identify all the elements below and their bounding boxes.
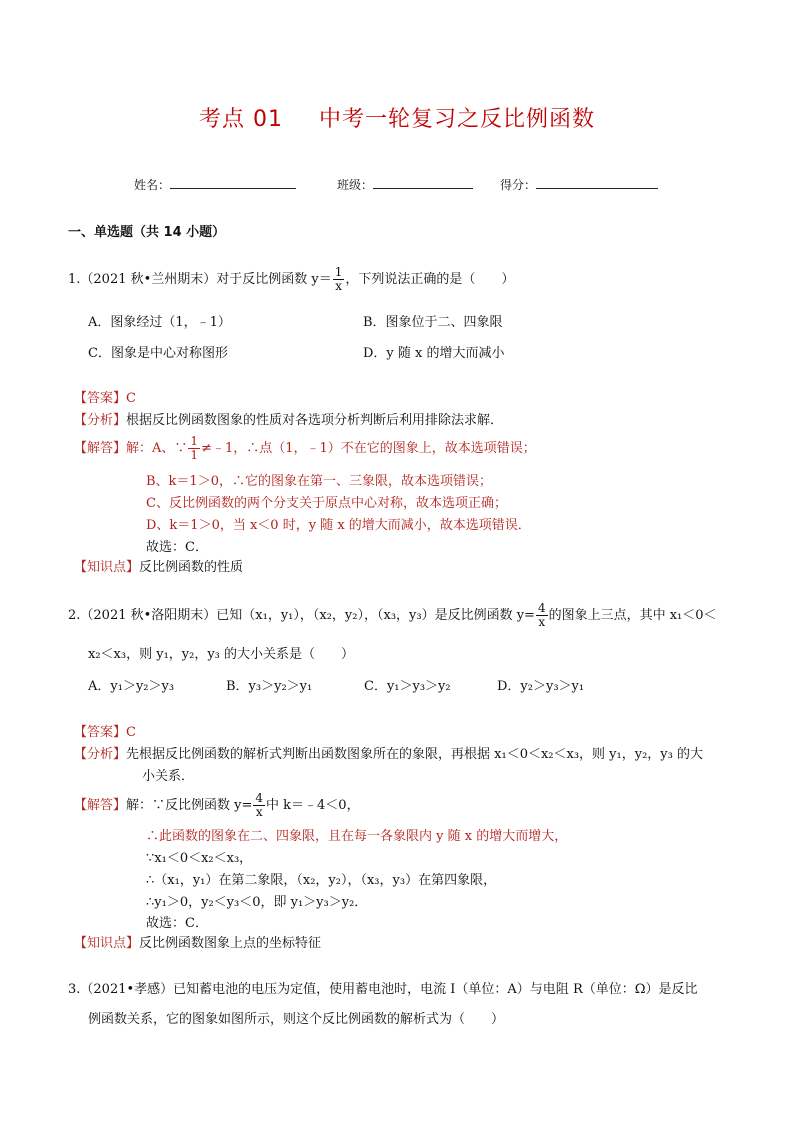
q2-solution-line-6: 故选：C． [146,916,208,931]
q2-solution-line-5: ∴y₁＞0，y₂＜y₃＜0，即 y₁＞y₃＞y₂． [146,895,368,910]
q2-fraction: $\frac{4}{x}$ [537,601,546,629]
q1-stem: 1.（2021 秋•兰州期末）对于反比例函数 y＝ $\frac{1}{x}$ ，下列说法正确的是（ ） [68,265,515,293]
q1-solution-line-5: 故选：C． [146,540,208,555]
q1-analysis: 【分析】根据反比例函数图象的性质对各选项分析判断后利用排除法求解． [74,413,504,428]
q3-stem-line-2: 例函数关系，它的图象如图所示，则这个反比例函数的解析式为（ ） [88,1012,505,1027]
name-blank[interactable] [170,176,296,189]
q1-option-c: C．图象是中心对称图形 [88,346,228,361]
q2-analysis-line-1: 【分析】先根据反比例函数的解析式判断出函数图象所在的象限，再根据 x₁＜0＜x₂＜x₃，则 y₁，y₂，y₃ 的大 [74,747,703,762]
q2-answer: 【答案】C [74,725,136,740]
q2-analysis-line-2: 小关系． [142,769,195,784]
class-blank[interactable] [373,176,473,189]
q1-knowledge: 【知识点】反比例函数的性质 [74,560,244,575]
q2-stem-line-2: x₂＜x₃，则 y₁，y₂，y₃ 的大小关系是（ ） [88,647,355,662]
q1-solution-line-2: B、k＝1＞0，∴它的图象在第一、三象限，故本选项错误； [146,474,492,489]
q2-knowledge: 【知识点】反比例函数图象上点的坐标特征 [74,936,322,951]
section-heading: 一、单选题（共 14 小题） [68,225,226,240]
score-blank[interactable] [536,176,658,189]
score-field[interactable] [500,176,658,193]
q2-solution-line-3: ∵x₁＜0＜x₂＜x₃， [146,851,253,866]
q1-solution-line-4: D、k＝1＞0，当 x＜0 时，y 随 x 的增大而减小，故本选项错误． [146,518,531,533]
class-label: 班级： [337,178,374,192]
q1-option-a: A．图象经过（1，﹣1） [88,315,231,330]
q1-answer: 【答案】C [74,391,136,406]
q2-option-b: B．y₃＞y₂＞y₁ [226,679,313,694]
q1-solution-fraction: $\frac{1}{1}$ [190,434,199,462]
q2-solution-line-2: ∴此函数的图象在二、四象限，且在每一各象限内 y 随 x 的增大而增大， [146,829,568,844]
page-title [0,102,794,133]
name-label: 姓名： [134,178,171,192]
score-label: 得分： [500,178,537,192]
q1-option-d: D．y 随 x 的增大而减小 [363,346,505,361]
q2-stem-line-1: 2.（2021 秋•洛阳期末）已知（x₁，y₁），（x₂，y₂），（x₃，y₃）是反比例函数 y= $\frac{4}{x}$ 的图象上三点，其中 x₁＜0＜ [68,601,717,629]
title-code: 考点 01 [198,107,283,132]
q1-option-b: B．图象位于二、四象限 [363,315,503,330]
q2-solution-line-4: ∴（x₁，y₁）在第二象限，（x₂，y₂），（x₃，y₃）在第四象限， [146,873,497,888]
q2-solution-fraction: $\frac{4}{x}$ [255,791,264,819]
q2-option-a: A．y₁＞y₂＞y₃ [88,679,175,694]
q2-option-d: D．y₂＞y₃＞y₁ [497,679,585,694]
q3-stem-line-1: 3.（2021•孝感）已知蓄电池的电压为定值，使用蓄电池时，电流 I（单位：A）与电阻 R（单位：Ω）是反比 [68,982,698,997]
q1-solution-line-3: C、反比例函数的两个分支关于原点中心对称，故本选项正确； [146,496,507,511]
q1-fraction: $\frac{1}{x}$ [334,265,343,293]
q2-option-c: C．y₁＞y₃＞y₂ [364,679,451,694]
title-text: 中考一轮复习之反比例函数 [318,107,595,132]
q2-solution-line-1: 【解答】解：∵反比例函数 y= $\frac{4}{x}$ 中 k＝﹣4＜0， [74,791,360,819]
class-field[interactable] [337,176,473,193]
q1-solution-line-1: 【解答】解：A、∵ $\frac{1}{1}$ ≠﹣1，∴点（1，﹣1）不在它的图象上，故本选项错误； [74,434,536,462]
name-field[interactable] [134,176,296,193]
